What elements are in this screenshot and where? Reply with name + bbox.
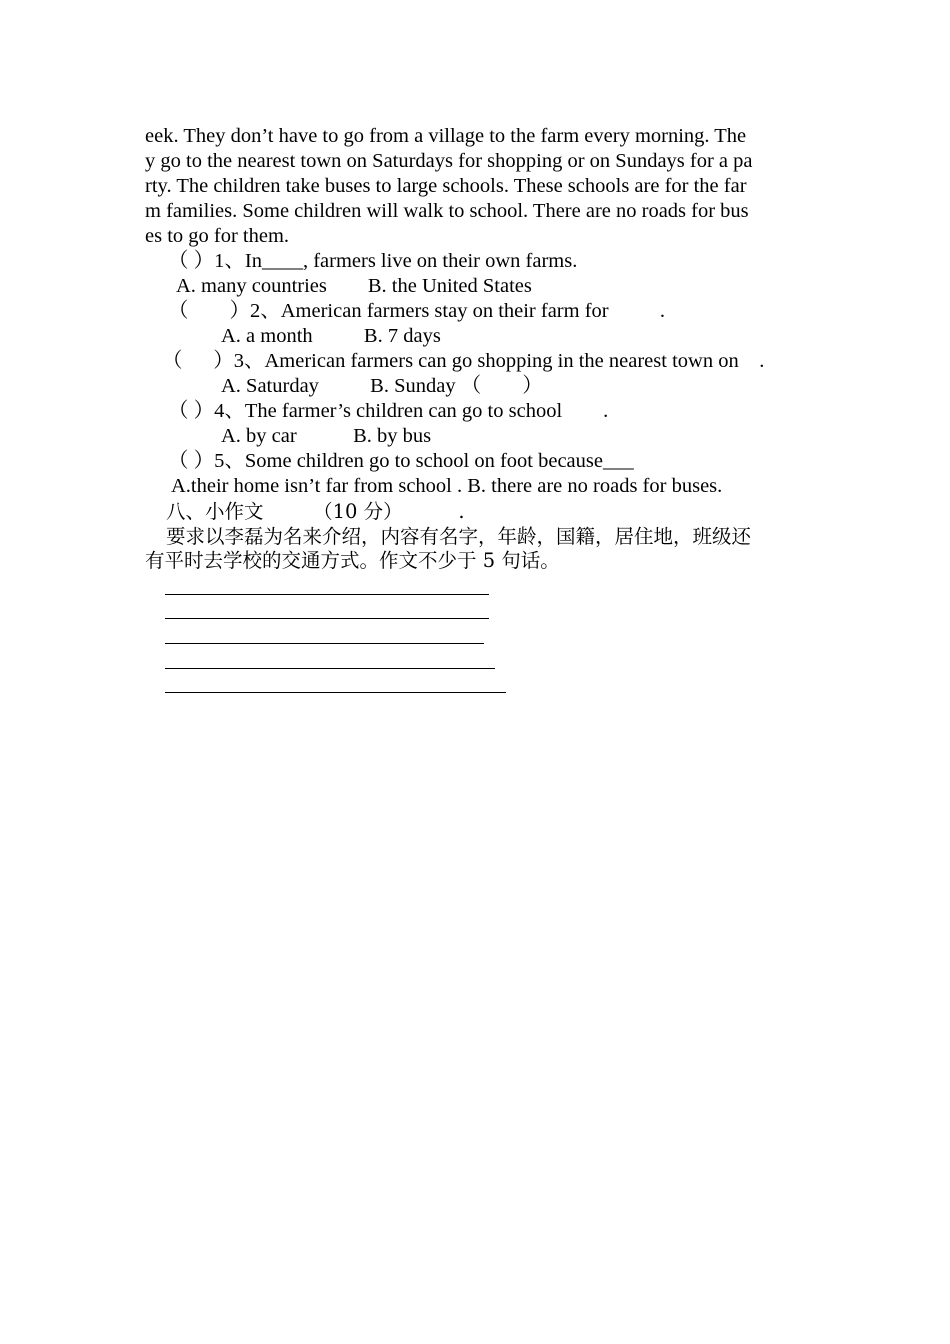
writing-line-3[interactable] — [165, 643, 484, 644]
writing-line-4[interactable] — [165, 668, 495, 669]
passage-line-5: es to go for them. — [145, 225, 290, 247]
question-1-options: A. many countries B. the United States — [176, 275, 532, 297]
passage-line-4: m families. Some children will walk to school. There are no roads for bus — [145, 200, 749, 222]
question-2-stem: （ ）2、American farmers stay on their farm for . — [168, 300, 665, 322]
composition-heading: 八、小作文 （10 分） . — [166, 500, 465, 523]
question-4-options: A. by car B. by bus — [221, 425, 432, 447]
writing-line-1[interactable] — [165, 594, 489, 595]
passage-line-1: eek. They don’t have to go from a village to the farm every morning. The — [145, 125, 747, 147]
question-5-stem: （ ）5、Some children go to school on foot because___ — [168, 450, 634, 472]
question-5-options: A.their home isn’t far from school . B. there are no roads for buses. — [171, 475, 723, 497]
passage-line-3: rty. The children take buses to large schools. These schools are for the far — [145, 175, 747, 197]
question-2-options: A. a month B. 7 days — [221, 325, 441, 347]
composition-instruction-line-1: 要求以李磊为名来介绍，内容有名字，年龄，国籍，居住地，班级还 — [166, 525, 752, 548]
question-1-stem: （ ）1、In____, farmers live on their own farms. — [168, 250, 578, 272]
writing-line-2[interactable] — [165, 618, 489, 619]
question-3-options: A. Saturday B. Sunday （ ） — [221, 375, 543, 397]
question-3-stem: （ ）3、American farmers can go shopping in the nearest town on . — [162, 350, 765, 372]
writing-line-5[interactable] — [165, 692, 506, 693]
question-4-stem: （ ）4、The farmer’s children can go to school . — [168, 400, 609, 422]
passage-line-2: y go to the nearest town on Saturdays for shopping or on Sundays for a pa — [145, 150, 753, 172]
composition-instruction-line-2: 有平时去学校的交通方式。作文不少于 5 句话。 — [145, 549, 560, 572]
